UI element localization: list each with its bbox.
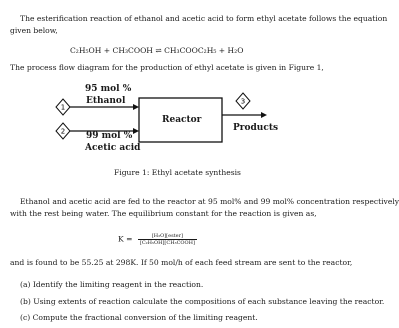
stream-3-number: 3 [240,97,246,106]
product-arrowhead [261,112,267,118]
feed2-percent: 99 mol % [86,131,133,141]
equilibrium-constant-expression [118,233,197,246]
feed2-arrowhead [133,128,139,134]
question-a: (a) Identify the limiting reagent in the reaction. [20,280,204,289]
reactor-label: Reactor [162,115,202,125]
paragraph-3: and is found to be 55.25 at 298K. If 50 mol/h of each feed stream are sent to the reactor, [10,258,353,267]
flow-diagram-intro: The process flow diagram for the production of ethyl acetate is given in Figure 1, [10,63,324,72]
stream-2-number: 2 [60,127,66,136]
stream-1-number: 1 [60,103,66,112]
feed1-arrowhead [133,104,139,110]
figure-caption: Figure 1: Ethyl acetate synthesis [114,168,241,177]
paragraph-2-line-1: Ethanol and acetic acid are fed to the reactor at 95 mol% and 99 mol% concentration respectively [20,197,399,206]
feed1-percent: 95 mol % [85,84,132,94]
k-numerator: [H₂O][ester] [138,233,197,240]
paragraph-2-line-2: with the rest being water. The equilibrium constant for the reaction is given as, [10,209,317,218]
k-denominator: [C₂H₅OH][CH₃COOH] [139,240,195,246]
feed1-name: Ethanol [86,96,126,106]
feed2-name: Acetic acid [85,143,141,153]
k-lhs: K = [118,234,133,244]
k-fraction [138,233,197,246]
question-c: (c) Compute the fractional conversion of the limiting reagent. [20,313,258,322]
question-b: (b) Using extents of reaction calculate the compositions of each substance leaving the reactor. [20,297,385,306]
intro-line-2: given below, [10,26,58,35]
reaction-equation: C₂H₅OH + CH₃COOH ⇌ CH₃COOC₂H₅ + H₂O [70,46,244,55]
intro-line-1: The esterification reaction of ethanol and acetic acid to form ethyl acetate follows the equation [20,14,388,23]
products-label: Products [233,123,279,133]
